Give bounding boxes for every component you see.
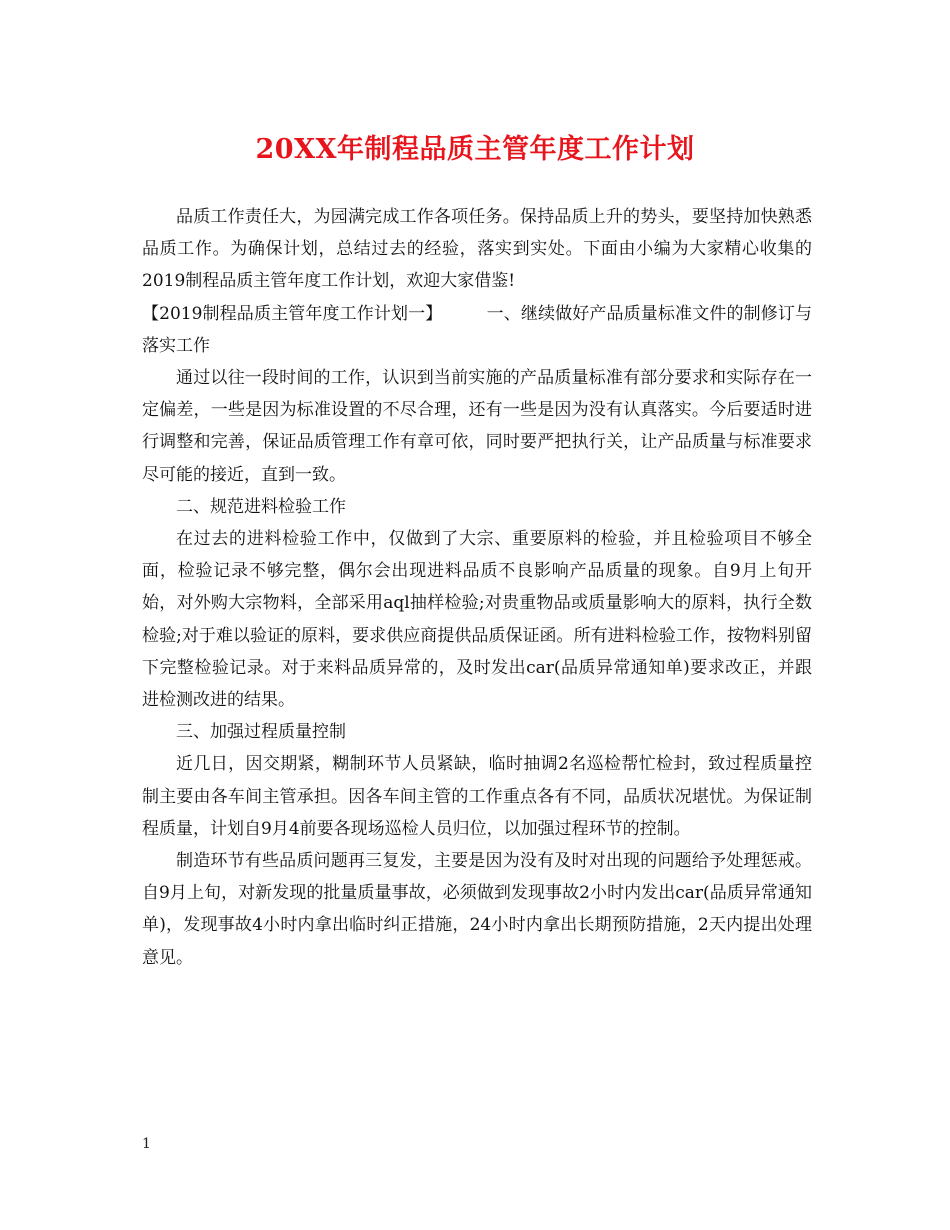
section1-paragraph: 通过以往一段时间的工作，认识到当前实施的产品质量标准有部分要求和实际存在一定偏差，一些是因为标准设置的不尽合理，还有一些是因为没有认真落实。今后要适时进行调整和完善，保证品质管理工作有章可依，同时要严把执行关，让产品质量与标准要求尽可能的接近，直到一致。: [142, 368, 812, 485]
section3-heading: 三、加强过程质量控制: [176, 722, 346, 743]
document-title: 20XX年制程品质主管年度工作计划: [255, 134, 695, 165]
plan-label: 【2019制程品质主管年度工作计划一】: [142, 303, 443, 324]
section3-paragraph-1: 近几日，因交期紧，糊制环节人员紧缺，临时抽调2名巡检帮忙检封，致过程质量控制主要由各车间主管承担。因各车间主管的工作重点各有不同，品质状况堪忧。为保证制程质量，计划自9月4前要各现场巡检人员归位，以加强过程环节的控制。: [142, 754, 812, 839]
plan-heading-row: [142, 298, 812, 362]
document-body: [142, 201, 812, 974]
page-number: 1: [142, 1136, 151, 1152]
section1-heading: 一、继续做好产品质量标准文件的制修订与落实工作: [142, 303, 813, 356]
section3-paragraph-2: 制造环节有些品质问题再三复发，主要是因为没有及时对出现的问题给予处理惩戒。自9月上旬，对新发现的批量质量事故，必须做到发现事故2小时内发出car(品质异常通知单)，发现事故4小时内拿出临时纠正措施，24小时内拿出长期预防措施，2天内提出处理意见。: [142, 851, 812, 968]
intro-paragraph: 品质工作责任大，为园满完成工作各项任务。保持品质上升的势头，要坚持加快熟悉品质工作。为确保计划，总结过去的经验，落实到实处。下面由小编为大家精心收集的2019制程品质主管年度工作计划，欢迎大家借鉴!: [142, 207, 812, 292]
section2-heading: 二、规范进料检验工作: [176, 496, 346, 517]
section2-paragraph: 在过去的进料检验工作中，仅做到了大宗、重要原料的检验，并且检验项目不够全面，检验记录不够完整，偶尔会出现进料品质不良影响产品质量的现象。自9月上旬开始，对外购大宗物料，全部采用aql抽样检验;对贵重物品或质量影响大的原料，执行全数检验;对于难以验证的原料，要求供应商提供品质保证函。所有进料检验工作，按物料别留下完整检验记录。对于来料品质异常的，及时发出car(品质异常通知单)要求改正，并跟进检测改进的结果。: [142, 529, 812, 711]
